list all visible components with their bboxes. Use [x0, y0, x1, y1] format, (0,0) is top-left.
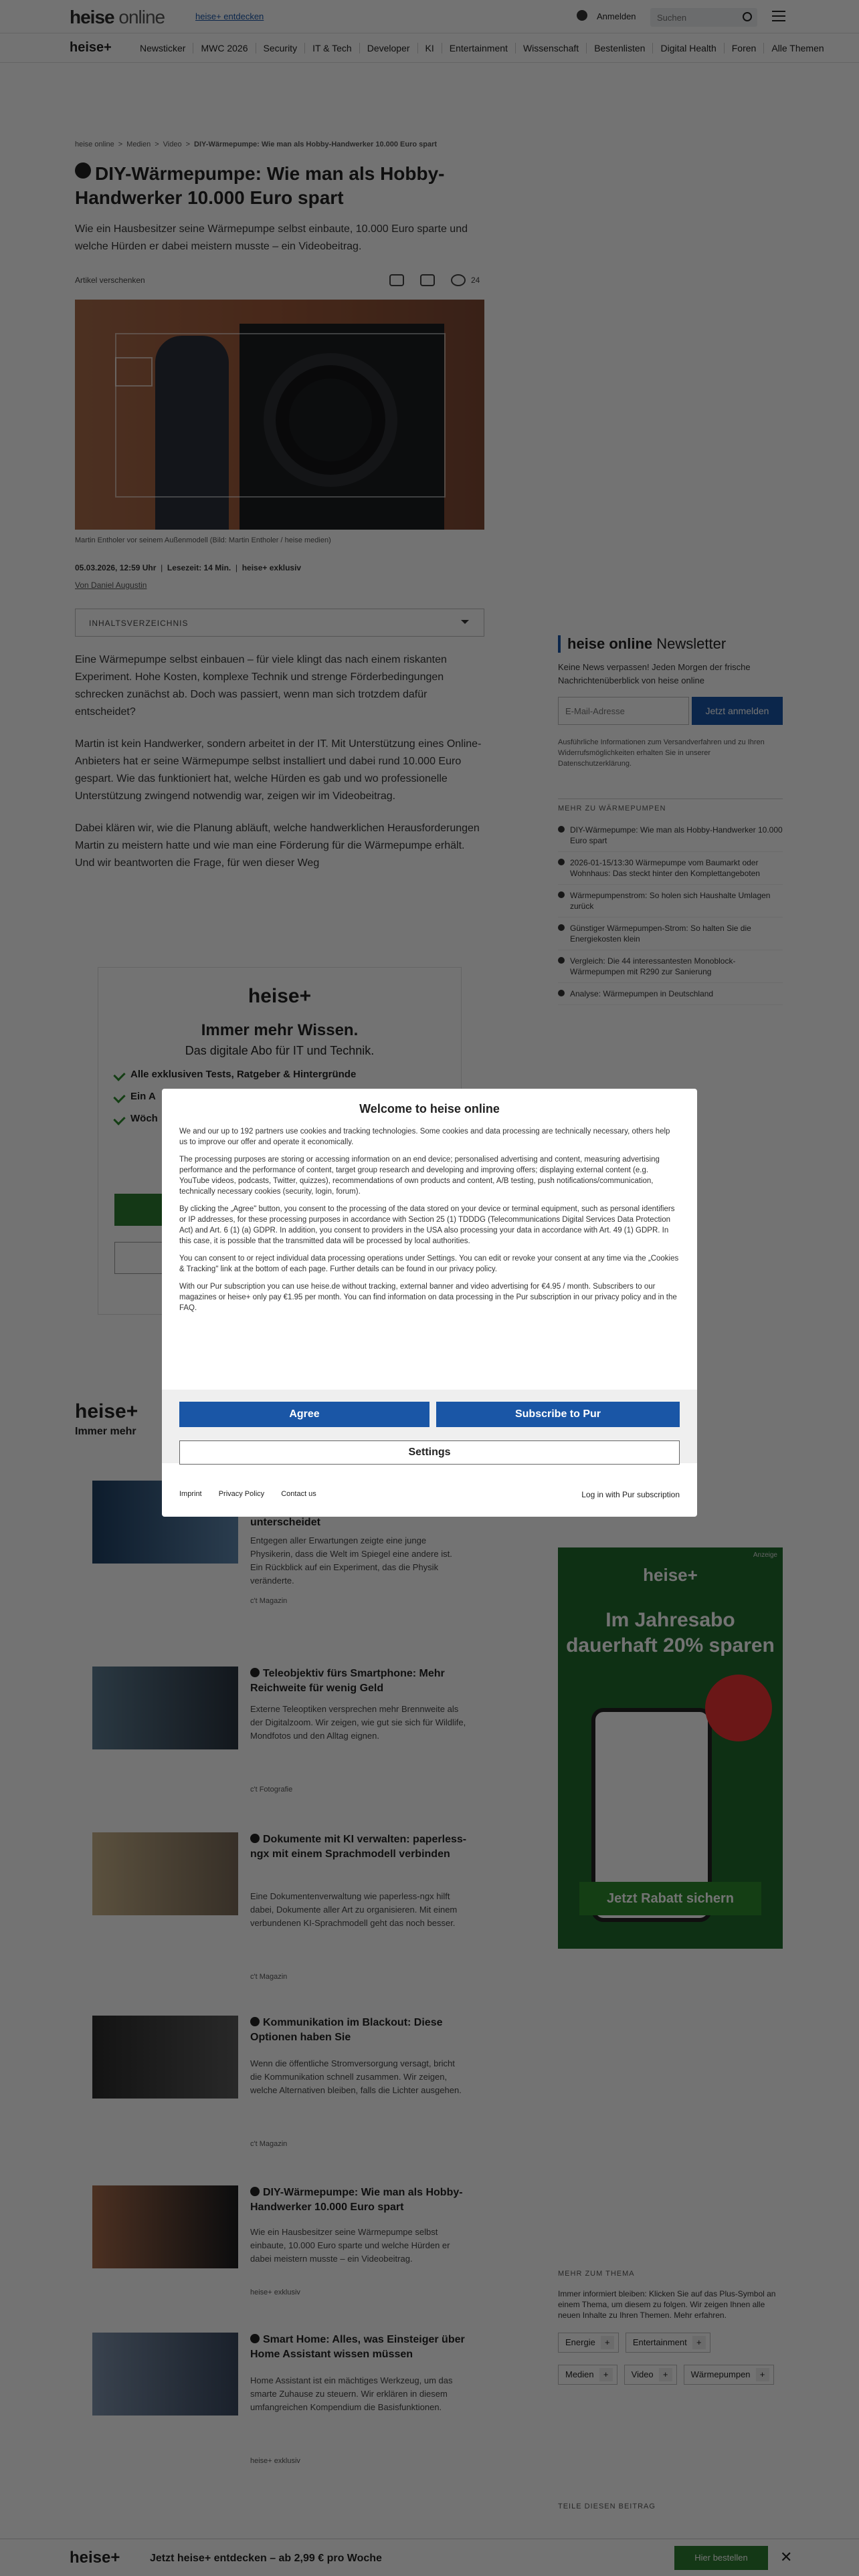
consent-dialog [162, 1089, 697, 1517]
consent-text [179, 1126, 680, 1320]
contact-link[interactable]: Contact us [281, 1490, 316, 1498]
consent-title: Welcome to heise online [359, 1102, 500, 1115]
agree-button[interactable]: Agree [179, 1402, 430, 1427]
pur-login-link[interactable]: Log in with Pur subscription [581, 1490, 680, 1499]
consent-paragraph: We and our up to 192 partners use cookies and tracking technologies. Some cookies and data processing are technically necessary, others help us to improve our offer and operate it economically. [179, 1128, 670, 1146]
subscribe-pur-button[interactable]: Subscribe to Pur [436, 1402, 680, 1427]
consent-paragraph: You can consent to or reject individual data processing operations under Settings. You can edit or revoke your consent at any time via the „Cookies & Tracking" link at the bottom of each page. Further details can be found in our privacy policy. [179, 1255, 679, 1273]
consent-paragraph: By clicking the „Agree" button, you consent to the processing of the data stored on your device or terminal equipment, such as personal identifiers or IP addresses, for these processing purposes in accordance with Section 25 (1) TDDDG (Telecommunications Digital Services Data Protection Act) and Art. 6 (1) (a) GDPR. In addition, you consent to providers in the USA also processing your data in accordance with Art. 49 (1) GDPR. In this case, it is possible that the transmitted data will be processed by local authorities. [179, 1205, 675, 1245]
imprint-link[interactable]: Imprint [179, 1490, 202, 1498]
consent-paragraph: With our Pur subscription you can use heise.de without tracking, external banner and video advertising for €4.95 / month. Subscribers to our magazines or heise+ only pay €1.95 per month. You can find information on data processing in the Pur subscription in our privacy policy and in the FAQ. [179, 1283, 677, 1312]
privacy-policy-link[interactable]: Privacy Policy [218, 1490, 265, 1498]
consent-footer-links [179, 1490, 331, 1498]
settings-button[interactable]: Settings [179, 1440, 680, 1465]
consent-paragraph: The processing purposes are storing or accessing information on an end device; personalised advertising and content, measuring advertising performance and the performance of content, target group research and developing and improving offers; displaying external content (e.g. YouTube videos, podcasts, Twitter, quizzes), recommendations of own products and content, A/B testing, push notifications/communication, technically necessary cookies (security, login, forum). [179, 1156, 660, 1196]
